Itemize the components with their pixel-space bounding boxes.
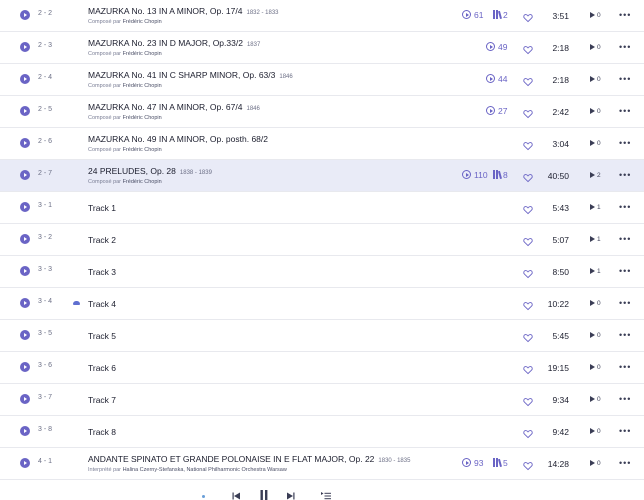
track-row[interactable] [0,256,644,288]
more-icon[interactable]: ••• [619,394,632,404]
track-number: 3 - 3 [38,266,53,273]
track-credit [88,467,287,473]
play-count-icon [590,364,595,370]
progress-dot-icon[interactable] [202,495,205,498]
more-icon[interactable]: ••• [619,138,632,148]
track-duration: 9:34 [552,395,569,405]
track-years: 1846 [279,74,293,80]
play-count: 1 [597,204,601,211]
next-icon[interactable] [287,492,295,500]
credit-names[interactable]: Frédéric Chopin [122,147,162,153]
listens-count: 93 [474,458,484,468]
listens-icon [486,42,495,51]
track-duration: 9:42 [552,427,569,437]
play-circle-icon[interactable] [20,170,30,180]
credit-prefix: Composé par [88,179,122,185]
more-icon[interactable]: ••• [619,458,632,468]
track-title: 24 PRELUDES, Op. 28 [88,166,176,176]
track-number: 2 - 2 [38,10,53,17]
track-title-line[interactable] [88,38,260,48]
track-duration: 5:07 [552,235,569,245]
play-count-icon [590,204,595,210]
play-count-icon [590,428,595,434]
track-row[interactable] [0,320,644,352]
more-icon[interactable]: ••• [619,202,632,212]
track-duration: 19:15 [547,363,569,373]
credit-prefix: Composé par [88,19,122,25]
more-icon[interactable]: ••• [619,170,632,180]
track-years: 1830 - 1835 [378,458,411,464]
play-circle-icon[interactable] [20,266,30,276]
play-circle-icon[interactable] [20,362,30,372]
track-duration: 3:51 [552,11,569,21]
more-icon[interactable]: ••• [619,426,632,436]
play-count: 0 [597,12,601,19]
listens-icon [462,458,471,467]
library-icon [493,170,501,179]
play-count: 0 [597,396,601,403]
track-title-line[interactable] [88,102,260,112]
track-duration: 10:22 [547,299,569,309]
play-circle-icon[interactable] [20,426,30,436]
play-circle-icon[interactable] [20,106,30,116]
track-title-line[interactable] [88,299,116,309]
listens-count: 110 [474,170,488,180]
previous-icon[interactable] [232,492,240,500]
play-count: 2 [597,172,601,179]
play-circle-icon[interactable] [20,74,30,84]
play-circle-icon[interactable] [20,42,30,52]
track-title-line[interactable] [88,331,116,341]
library-count: 2 [503,10,508,20]
more-icon[interactable]: ••• [619,234,632,244]
track-row[interactable] [0,192,644,224]
play-count-icon [590,268,595,274]
track-row[interactable] [0,448,644,480]
listens-count: 61 [474,10,484,20]
credit-names[interactable]: Frédéric Chopin [122,179,162,185]
play-count-icon [590,172,595,178]
track-row[interactable] [0,288,644,320]
listens-count: 44 [498,74,508,84]
play-count: 0 [597,140,601,147]
track-number: 2 - 5 [38,106,53,113]
play-count-icon [590,108,595,114]
track-title: Track 2 [88,235,117,245]
track-number: 3 - 5 [38,330,53,337]
play-count: 0 [597,428,601,435]
play-circle-icon[interactable] [20,330,30,340]
track-title-line[interactable] [88,134,268,144]
more-icon[interactable]: ••• [619,298,632,308]
play-circle-icon[interactable] [20,138,30,148]
play-circle-icon[interactable] [20,234,30,244]
track-number: 3 - 2 [38,234,53,241]
track-title: Track 6 [88,363,117,373]
track-title: Track 3 [88,267,117,277]
track-duration: 5:43 [552,203,569,213]
track-number: 3 - 4 [38,298,53,305]
credit-prefix: Composé par [88,83,122,89]
track-number: 2 - 4 [38,74,53,81]
track-title-line[interactable] [88,395,116,405]
play-count: 0 [597,108,601,115]
play-count: 0 [597,332,601,339]
track-row[interactable] [0,160,644,192]
more-icon[interactable]: ••• [619,74,632,84]
play-count: 0 [597,44,601,51]
play-count: 1 [597,236,601,243]
track-row[interactable] [0,416,644,448]
play-count-icon [590,140,595,146]
track-title: Track 5 [88,331,117,341]
credit-prefix: Composé par [88,147,122,153]
play-count-icon [590,332,595,338]
track-number: 2 - 7 [38,170,53,177]
queue-icon[interactable] [321,492,331,500]
track-title: Track 4 [88,299,117,309]
play-count: 0 [597,76,601,83]
track-credit [88,83,162,89]
track-title: ANDANTE SPINATO ET GRANDE POLONAISE IN E FLAT MAJOR, Op. 22 [88,454,375,464]
play-count-icon [590,12,595,18]
track-duration: 3:04 [552,139,569,149]
credit-prefix: Interprété par [88,467,122,473]
track-credit [88,51,162,57]
track-title-line[interactable] [88,363,116,373]
track-number: 3 - 7 [38,394,53,401]
track-number: 2 - 6 [38,138,53,145]
track-title-line[interactable] [88,267,116,277]
play-count-icon [590,44,595,50]
track-years: 1832 - 1833 [246,10,279,16]
more-icon[interactable]: ••• [619,10,632,20]
pause-icon[interactable] [259,490,269,500]
track-number: 3 - 1 [38,202,53,209]
player-bar [0,482,644,500]
track-row[interactable] [0,384,644,416]
track-credit [88,115,162,121]
library-count: 8 [503,170,508,180]
track-duration: 2:42 [552,107,569,117]
play-count-icon [590,300,595,306]
track-title: Track 8 [88,427,117,437]
track-title-line[interactable] [88,454,410,464]
track-years: 1837 [246,42,261,48]
play-count-icon [590,460,595,466]
listens-count: 27 [498,106,508,116]
track-title: MAZURKA No. 13 IN A MINOR, Op. 17/4 [88,6,243,16]
play-circle-icon[interactable] [20,394,30,404]
credit-names[interactable]: Frédéric Chopin [122,51,162,57]
track-title: Track 1 [88,203,117,213]
credit-names[interactable]: Frédéric Chopin [122,19,162,25]
library-icon [493,458,501,467]
play-count: 0 [597,364,601,371]
more-icon[interactable]: ••• [619,330,632,340]
credit-names[interactable]: Frédéric Chopin [122,115,162,121]
track-title: MAZURKA No. 23 IN D MAJOR, Op.33/2 [88,38,243,48]
library-count: 5 [503,458,508,468]
listens-icon [462,170,471,179]
credit-names[interactable]: Halina Czerny-Stefanska, National Philharmonic Orchestra Warsaw [122,467,287,473]
track-credit [88,147,162,153]
credit-prefix: Composé par [88,115,122,121]
track-duration: 5:45 [552,331,569,341]
track-title-line[interactable] [88,166,212,176]
listens-icon [462,10,471,19]
more-icon[interactable]: ••• [619,266,632,276]
play-circle-icon[interactable] [20,298,30,308]
more-icon[interactable]: ••• [619,106,632,116]
track-title-line[interactable] [88,427,116,437]
track-duration: 8:50 [552,267,569,277]
play-count-icon [590,236,595,242]
credit-prefix: Composé par [88,51,122,57]
track-title-line[interactable] [88,203,116,213]
play-count-icon [590,396,595,402]
track-number: 2 - 3 [38,42,53,49]
track-years: 1846 [246,106,260,112]
track-credit [88,19,162,25]
track-row[interactable] [0,128,644,160]
track-number: 4 - 1 [38,458,53,465]
track-title: MAZURKA No. 49 IN A MINOR, Op. posth. 68/2 [88,134,268,144]
track-row[interactable] [0,32,644,64]
track-duration: 14:28 [547,459,569,469]
track-title: Track 7 [88,395,117,405]
track-years: 1838 - 1839 [179,170,212,176]
credit-names[interactable]: Frédéric Chopin [122,83,162,89]
track-title: MAZURKA No. 41 IN C SHARP MINOR, Op. 63/3 [88,70,276,80]
track-duration: 2:18 [552,43,569,53]
track-duration: 40:50 [547,171,569,181]
play-count: 0 [597,300,601,307]
track-row[interactable] [0,64,644,96]
play-count: 0 [597,460,601,467]
play-circle-icon[interactable] [20,202,30,212]
track-number: 3 - 8 [38,426,53,433]
track-row[interactable] [0,224,644,256]
track-row[interactable] [0,96,644,128]
track-title-line[interactable] [88,70,293,80]
listens-icon [486,106,495,115]
cloud-icon [73,301,80,305]
listens-icon [486,74,495,83]
track-number: 3 - 6 [38,362,53,369]
more-icon[interactable]: ••• [619,42,632,52]
track-duration: 2:18 [552,75,569,85]
track-row[interactable] [0,352,644,384]
more-icon[interactable]: ••• [619,362,632,372]
play-circle-icon[interactable] [20,458,30,468]
track-title-line[interactable] [88,6,279,16]
track-credit [88,179,162,185]
track-row[interactable] [0,0,644,32]
play-circle-icon[interactable] [20,10,30,20]
track-title: MAZURKA No. 47 IN A MINOR, Op. 67/4 [88,102,243,112]
track-title-line[interactable] [88,235,116,245]
play-count: 1 [597,268,601,275]
listens-count: 49 [498,42,508,52]
play-count-icon [590,76,595,82]
library-icon [493,10,501,19]
